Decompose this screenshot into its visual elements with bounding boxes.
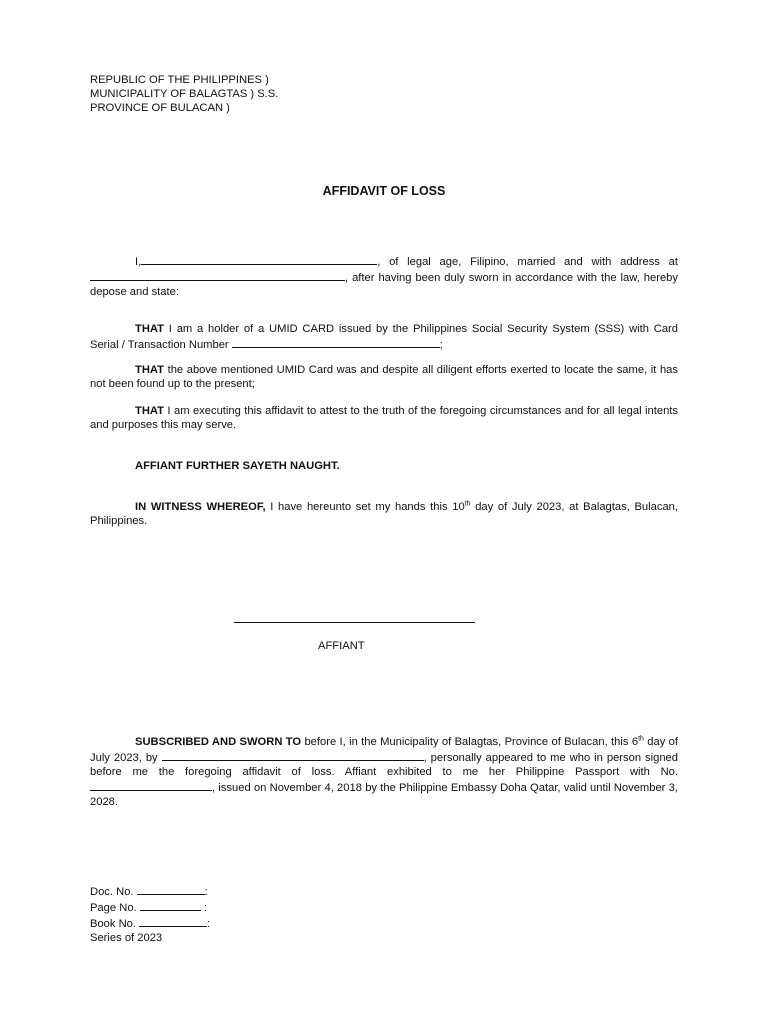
intro-text-2: , after having been duly sworn in accordance with the law, hereby depose and state: [90, 272, 678, 298]
address-blank [90, 269, 345, 281]
witness-paragraph [90, 500, 678, 528]
clause-1-lead: THAT [135, 323, 164, 335]
page-number-label: Page No. [90, 902, 137, 914]
page-number-line [90, 899, 210, 915]
jurat-text-4: , issued on November 4, 2018 by the Philippine Embassy Doha Qatar, valid until November 3, 2028. [90, 782, 678, 808]
book-number-line [90, 915, 210, 931]
jurat-lead: SUBSCRIBED AND SWORN TO [135, 736, 302, 748]
clause-3-text: I am executing this affidavit to attest to the truth of the foregoing circumstances and for all legal intents and purposes this may serve. [90, 405, 678, 431]
clause-1-end: ; [439, 339, 443, 351]
clause-umid-holder [90, 322, 678, 352]
notarial-register [90, 883, 210, 945]
further-sayeth-text: AFFIANT FURTHER SAYETH NAUGHT. [135, 460, 340, 472]
series-line: Series of 2023 [90, 932, 163, 944]
clause-2-text: the above mentioned UMID Card was and despite all diligent efforts exerted to locate the same, it has not been found up to the present; [90, 364, 678, 390]
doc-number-line [90, 883, 210, 899]
book-number-blank [139, 915, 207, 927]
further-sayeth-paragraph [90, 459, 678, 473]
witness-text-2: day of July 2023, at Balagtas, Bulacan, Philippines. [90, 501, 679, 527]
name-blank [141, 253, 377, 265]
intro-pronoun: I, [135, 256, 142, 268]
passport-number-blank [90, 779, 212, 791]
clause-2-lead: THAT [135, 364, 164, 376]
page-number-blank [140, 899, 201, 911]
witness-lead: IN WITNESS WHEREOF, [135, 501, 266, 513]
doc-number-suffix: : [204, 886, 208, 898]
witness-ordinal: th [464, 500, 471, 508]
venue-line-municipality: MUNICIPALITY OF BALAGTAS ) S.S. [90, 88, 279, 100]
clause-purpose [90, 404, 678, 432]
doc-number-blank [137, 883, 205, 895]
intro-paragraph [90, 253, 678, 299]
affiant-label: AFFIANT [318, 640, 365, 652]
card-serial-blank [232, 336, 440, 348]
clause-1-text: I am a holder of a UMID CARD issued by the Philippines Social Security System (SSS) with Card Serial / Transaction Number [90, 323, 678, 351]
page-number-suffix: : [200, 902, 207, 914]
signature-line [234, 622, 475, 623]
document-title: AFFIDAVIT OF LOSS [322, 184, 446, 198]
venue-line-republic: REPUBLIC OF THE PHILIPPINES ) [90, 74, 269, 86]
venue-line-province: PROVINCE OF BULACAN ) [90, 102, 230, 114]
clause-card-lost [90, 363, 678, 391]
book-number-label: Book No. [90, 918, 137, 930]
jurat-paragraph [90, 735, 678, 809]
doc-number-label: Doc. No. [90, 886, 134, 898]
jurat-text-3: , personally appeared to me who in person signed before me the foregoing affidavit of loss. Affiant exhibited to me her Philippine Passport with No. [90, 752, 678, 778]
intro-text-1: , of legal age, Filipino, married and with address at [377, 256, 678, 268]
affiant-name-blank [162, 749, 424, 761]
witness-text-1: I have hereunto set my hands this 10 [265, 501, 465, 513]
jurat-text-2: day of July 2023, by [90, 736, 678, 764]
venue-block [90, 73, 278, 115]
book-number-suffix: : [207, 918, 211, 930]
jurat-text-1: before I, in the Municipality of Balagtas, Province of Bulacan, this 6 [301, 736, 639, 748]
jurat-ordinal: th [638, 735, 644, 743]
clause-3-lead: THAT [135, 405, 164, 417]
